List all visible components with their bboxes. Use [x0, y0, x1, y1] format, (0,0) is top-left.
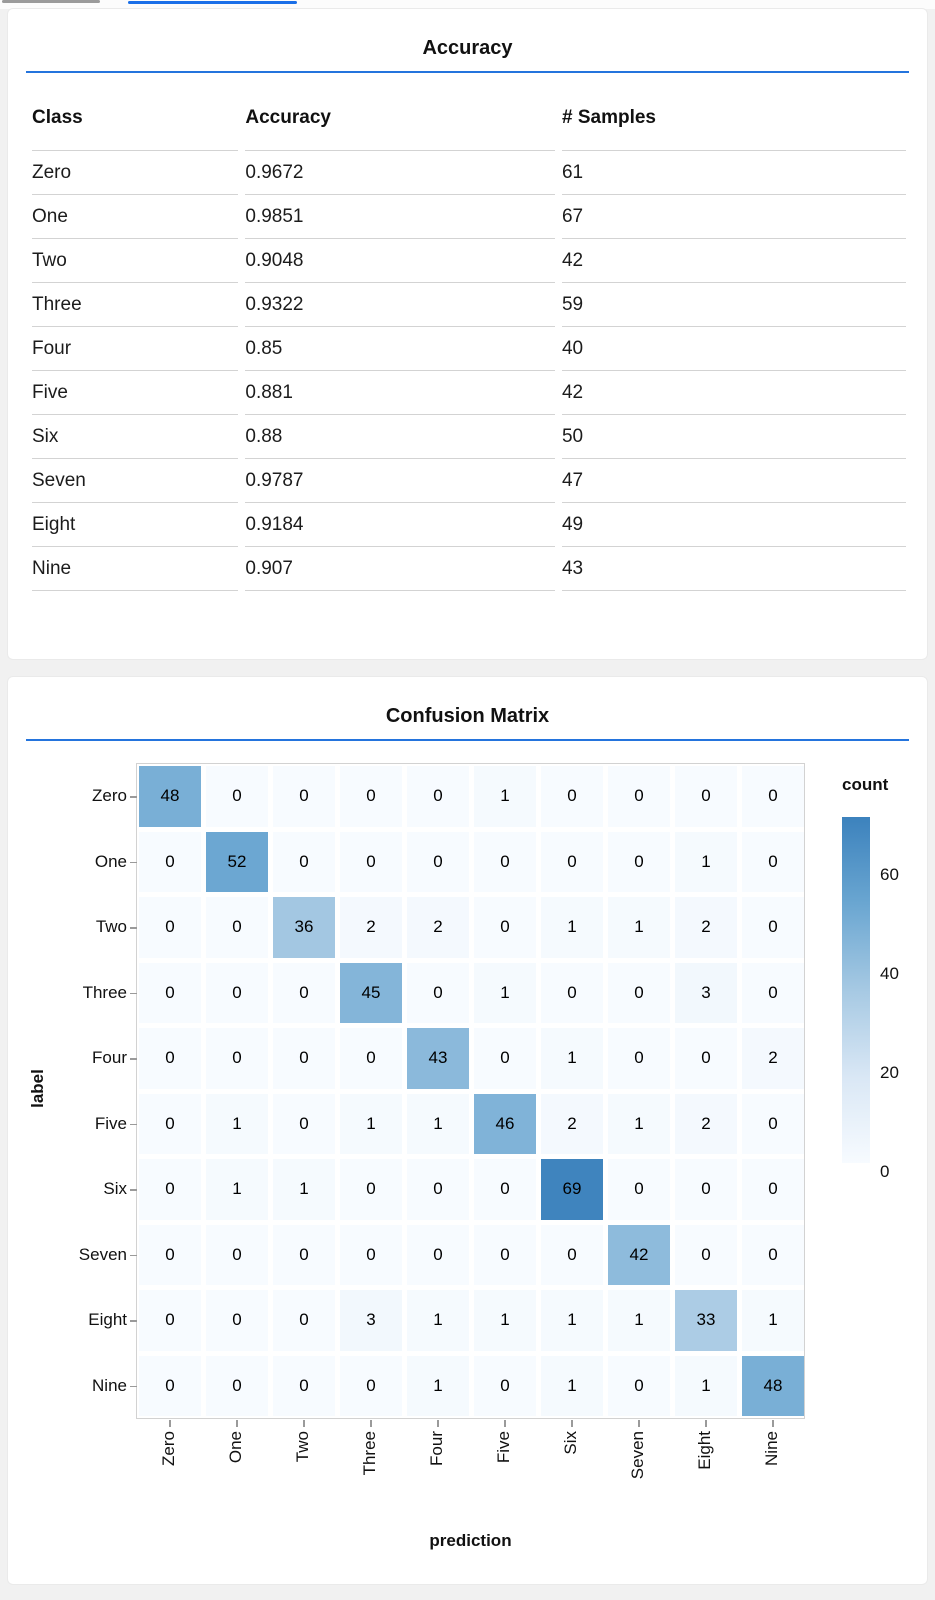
heatmap-cell: 0 — [273, 1028, 335, 1089]
samples-cell: 49 — [562, 503, 906, 547]
heatmap-cell: 0 — [206, 963, 268, 1024]
y-axis-tick-label: Seven — [37, 1225, 127, 1286]
column-header-class: Class — [32, 99, 238, 151]
table-row — [32, 503, 906, 547]
class-cell: Seven — [32, 459, 238, 503]
table-row — [32, 371, 906, 415]
x-axis-tick-label: One — [205, 1428, 267, 1524]
samples-cell: 50 — [562, 415, 906, 459]
x-axis-labels — [136, 1428, 805, 1524]
y-axis-tick-label: Eight — [37, 1290, 127, 1351]
class-cell: Six — [32, 415, 238, 459]
heatmap-cell: 0 — [541, 766, 603, 827]
accuracy-cell: 0.88 — [245, 415, 555, 459]
heatmap-cell: 36 — [273, 897, 335, 958]
legend-title: count — [842, 775, 889, 794]
accuracy-cell: 0.9184 — [245, 503, 555, 547]
y-axis-tick-label: Two — [37, 897, 127, 958]
top-scroll-indicator-blue — [128, 1, 297, 4]
accuracy-table — [25, 99, 913, 591]
heatmap-cell: 1 — [675, 1356, 737, 1417]
x-axis-tick-label: Eight — [674, 1428, 736, 1524]
heatmap-cell: 0 — [340, 766, 402, 827]
table-header-row — [32, 99, 906, 151]
x-axis-tick-label: Five — [473, 1428, 535, 1524]
column-header-samples: # Samples — [562, 99, 906, 151]
heatmap-cells — [137, 764, 804, 1418]
heatmap-cell: 0 — [340, 1028, 402, 1089]
samples-cell: 59 — [562, 283, 906, 327]
heatmap-cell: 0 — [541, 832, 603, 893]
class-cell: Eight — [32, 503, 238, 547]
heatmap-cell: 0 — [340, 1356, 402, 1417]
samples-cell: 40 — [562, 327, 906, 371]
heatmap-cell: 43 — [407, 1028, 469, 1089]
y-axis-labels — [37, 764, 127, 1418]
x-axis-tick-label: Three — [339, 1428, 401, 1524]
heatmap-cell: 1 — [206, 1159, 268, 1220]
heatmap-cell: 0 — [139, 1290, 201, 1351]
heatmap-cell: 0 — [273, 1356, 335, 1417]
heatmap-cell: 0 — [139, 1225, 201, 1286]
y-axis-tick-label: Four — [37, 1028, 127, 1089]
heatmap-cell: 1 — [541, 897, 603, 958]
heatmap-cell: 2 — [675, 897, 737, 958]
heatmap-cell: 0 — [206, 1356, 268, 1417]
heatmap-cell: 52 — [206, 832, 268, 893]
heatmap-cell: 1 — [474, 963, 536, 1024]
y-axis-tick-label: Zero — [37, 766, 127, 827]
legend-tick-label: 60 — [880, 865, 899, 884]
samples-cell: 67 — [562, 195, 906, 239]
heatmap-cell: 0 — [608, 1356, 670, 1417]
heatmap-cell: 46 — [474, 1094, 536, 1155]
x-axis-title: prediction — [429, 1531, 512, 1550]
heatmap-cell: 0 — [541, 963, 603, 1024]
heatmap-cell: 1 — [407, 1094, 469, 1155]
samples-cell: 47 — [562, 459, 906, 503]
heatmap-cell: 1 — [541, 1028, 603, 1089]
table-row — [32, 195, 906, 239]
heatmap-cell: 0 — [474, 1028, 536, 1089]
heatmap-cell: 0 — [139, 963, 201, 1024]
heatmap-cell: 0 — [273, 1094, 335, 1155]
heatmap-cell: 0 — [407, 1225, 469, 1286]
heatmap-cell: 0 — [139, 897, 201, 958]
y-axis-tick-label: Nine — [37, 1356, 127, 1417]
x-axis-tick-label: Six — [540, 1428, 602, 1524]
accuracy-title-rule — [26, 71, 909, 73]
table-row — [32, 151, 906, 195]
heatmap-cell: 1 — [541, 1356, 603, 1417]
heatmap-cell: 0 — [407, 766, 469, 827]
heatmap-cell: 1 — [474, 1290, 536, 1351]
table-row — [32, 415, 906, 459]
heatmap-cell: 1 — [273, 1159, 335, 1220]
heatmap-cell: 1 — [541, 1290, 603, 1351]
heatmap-cell: 1 — [675, 832, 737, 893]
heatmap-cell: 0 — [608, 766, 670, 827]
heatmap-cell: 0 — [675, 1159, 737, 1220]
y-axis-tick-label: One — [37, 832, 127, 893]
top-scroll-indicator-gray — [2, 0, 100, 3]
heatmap-cell: 0 — [675, 1225, 737, 1286]
legend-tick-label: 40 — [880, 964, 899, 983]
heatmap-cell: 42 — [608, 1225, 670, 1286]
table-row — [32, 327, 906, 371]
y-axis-tick-label: Six — [37, 1159, 127, 1220]
table-row — [32, 239, 906, 283]
heatmap-cell: 0 — [139, 1356, 201, 1417]
heatmap-cell: 0 — [474, 832, 536, 893]
class-cell: Five — [32, 371, 238, 415]
table-row — [32, 283, 906, 327]
heatmap-cell: 0 — [139, 1028, 201, 1089]
heatmap-cell: 0 — [407, 832, 469, 893]
legend-gradient-bar — [842, 817, 870, 1163]
class-cell: Zero — [32, 151, 238, 195]
heatmap-cell: 0 — [742, 1094, 804, 1155]
heatmap-cell: 1 — [608, 897, 670, 958]
heatmap-cell: 48 — [742, 1356, 804, 1417]
color-legend — [835, 775, 935, 1181]
heatmap-cell: 2 — [407, 897, 469, 958]
heatmap-cell: 0 — [742, 1159, 804, 1220]
heatmap-cell: 1 — [608, 1290, 670, 1351]
heatmap-cell: 0 — [742, 963, 804, 1024]
heatmap-plot-area — [78, 763, 805, 1419]
accuracy-cell: 0.881 — [245, 371, 555, 415]
legend-tick-label: 20 — [880, 1063, 899, 1082]
x-axis-tick-label: Nine — [741, 1428, 803, 1524]
heatmap-cell: 0 — [608, 1159, 670, 1220]
heatmap-cell: 2 — [541, 1094, 603, 1155]
heatmap-cell: 0 — [474, 1356, 536, 1417]
heatmap-cell: 0 — [273, 963, 335, 1024]
accuracy-table-body — [32, 151, 906, 591]
table-row — [32, 547, 906, 591]
samples-cell: 42 — [562, 371, 906, 415]
heatmap-cell: 0 — [139, 832, 201, 893]
accuracy-cell: 0.9048 — [245, 239, 555, 283]
accuracy-cell: 0.9672 — [245, 151, 555, 195]
heatmap-cell: 2 — [675, 1094, 737, 1155]
heatmap-cell: 0 — [206, 1225, 268, 1286]
heatmap-cell: 0 — [273, 766, 335, 827]
samples-cell: 42 — [562, 239, 906, 283]
confusion-matrix-heatmap — [8, 763, 927, 1563]
heatmap-cell: 0 — [273, 1225, 335, 1286]
heatmap-cell: 0 — [742, 832, 804, 893]
heatmap-cell: 0 — [608, 963, 670, 1024]
heatmap-cell: 69 — [541, 1159, 603, 1220]
heatmap-cell: 1 — [742, 1290, 804, 1351]
heatmap-cell: 1 — [206, 1094, 268, 1155]
heatmap-cell: 0 — [407, 963, 469, 1024]
heatmap-cell: 0 — [742, 897, 804, 958]
heatmap-cell: 0 — [474, 1159, 536, 1220]
y-axis-title: label — [28, 1069, 47, 1108]
y-axis-tick-label: Five — [37, 1094, 127, 1155]
heatmap-cell: 0 — [340, 1225, 402, 1286]
heatmap-cell: 1 — [608, 1094, 670, 1155]
heatmap-cell: 33 — [675, 1290, 737, 1351]
heatmap-cell: 1 — [474, 766, 536, 827]
heatmap-cell: 0 — [474, 897, 536, 958]
heatmap-cell: 1 — [340, 1094, 402, 1155]
heatmap-cell: 0 — [742, 766, 804, 827]
heatmap-cell: 1 — [407, 1356, 469, 1417]
heatmap-cell: 0 — [139, 1094, 201, 1155]
x-axis-tick-label: Two — [272, 1428, 334, 1524]
heatmap-cell: 0 — [273, 832, 335, 893]
x-axis-tick-label: Zero — [138, 1428, 200, 1524]
heatmap-cell: 2 — [340, 897, 402, 958]
heatmap-cell: 1 — [407, 1290, 469, 1351]
heatmap-cell: 3 — [340, 1290, 402, 1351]
confusion-matrix-title: Confusion Matrix — [385, 705, 550, 727]
class-cell: Three — [32, 283, 238, 327]
confusion-title-rule — [26, 739, 909, 741]
heatmap-cell: 45 — [340, 963, 402, 1024]
heatmap-cell: 0 — [139, 1159, 201, 1220]
heatmap-cell: 0 — [273, 1290, 335, 1351]
heatmap-cell: 2 — [742, 1028, 804, 1089]
x-axis-tick-label: Seven — [607, 1428, 669, 1524]
heatmap-cell: 0 — [675, 766, 737, 827]
confusion-matrix-panel — [7, 676, 928, 1585]
heatmap-cell: 0 — [206, 1290, 268, 1351]
heatmap-cell: 0 — [340, 832, 402, 893]
heatmap-cell: 0 — [340, 1159, 402, 1220]
heatmap-cell: 0 — [206, 766, 268, 827]
column-header-accuracy: Accuracy — [245, 99, 555, 151]
accuracy-cell: 0.9787 — [245, 459, 555, 503]
class-cell: Four — [32, 327, 238, 371]
y-axis-tick-label: Three — [37, 963, 127, 1024]
x-axis-tick-label: Four — [406, 1428, 468, 1524]
accuracy-panel — [7, 8, 928, 660]
heatmap-cell: 0 — [206, 1028, 268, 1089]
table-row — [32, 459, 906, 503]
accuracy-cell: 0.85 — [245, 327, 555, 371]
class-cell: Nine — [32, 547, 238, 591]
heatmap-cell: 0 — [608, 832, 670, 893]
heatmap-cell: 0 — [541, 1225, 603, 1286]
heatmap-cell: 0 — [742, 1225, 804, 1286]
samples-cell: 61 — [562, 151, 906, 195]
samples-cell: 43 — [562, 547, 906, 591]
heatmap-cell: 3 — [675, 963, 737, 1024]
heatmap-cell: 0 — [206, 897, 268, 958]
class-cell: One — [32, 195, 238, 239]
heatmap-cell: 0 — [608, 1028, 670, 1089]
heatmap-cell: 0 — [675, 1028, 737, 1089]
accuracy-cell: 0.9322 — [245, 283, 555, 327]
heatmap-cell: 0 — [407, 1159, 469, 1220]
accuracy-cell: 0.907 — [245, 547, 555, 591]
class-cell: Two — [32, 239, 238, 283]
legend-tick-label: 0 — [880, 1162, 890, 1181]
accuracy-panel-title: Accuracy — [422, 37, 513, 59]
heatmap-cell: 48 — [139, 766, 201, 827]
accuracy-cell: 0.9851 — [245, 195, 555, 239]
heatmap-cell: 0 — [474, 1225, 536, 1286]
